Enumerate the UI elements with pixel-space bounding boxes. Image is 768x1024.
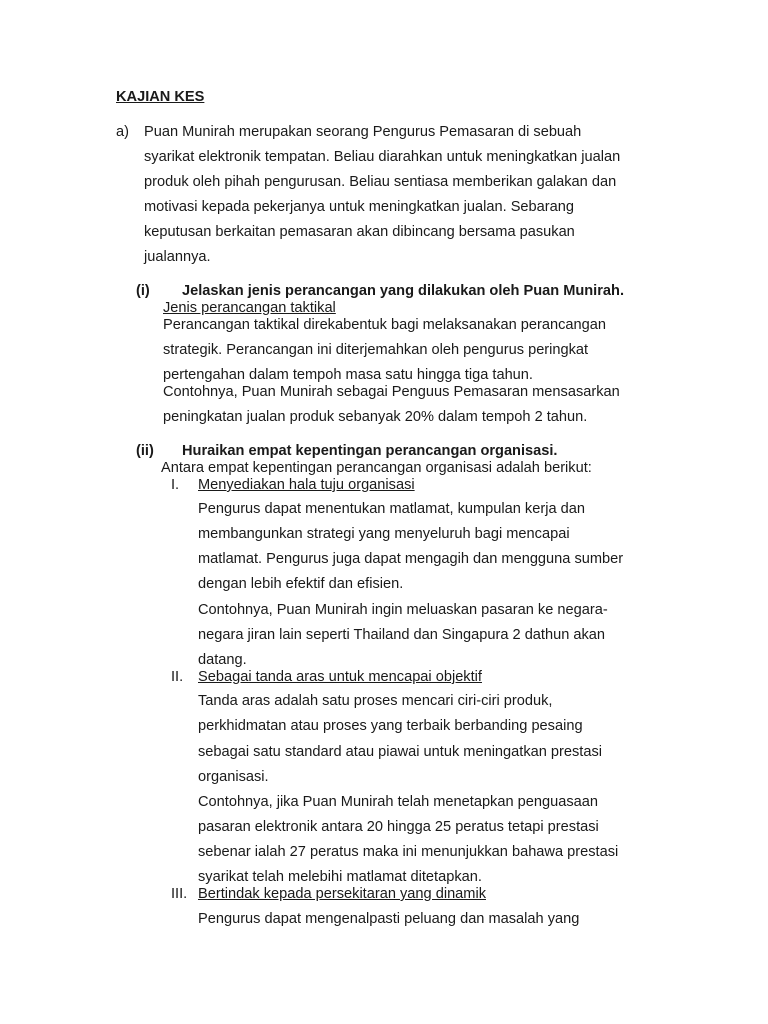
list-item-numeral: III. bbox=[171, 886, 188, 902]
answer-i-heading: Jenis perancangan taktikal bbox=[163, 300, 336, 316]
list-item-numeral: II. bbox=[171, 669, 184, 685]
list-item-heading: Sebagai tanda aras untuk mencapai objektif bbox=[198, 669, 482, 685]
list-item-line: organisasi. bbox=[198, 769, 269, 785]
list-item-line: matlamat. Pengurus juga dapat mengagih dan mengguna sumber bbox=[198, 551, 624, 567]
question-i-text: Jelaskan jenis perancangan yang dilakukan oleh Puan Munirah. bbox=[182, 283, 625, 299]
section-a-line: jualannya. bbox=[144, 249, 211, 265]
list-item-heading: Menyediakan hala tuju organisasi bbox=[198, 477, 415, 493]
list-item-line: membangunkan strategi yang menyeluruh bagi mencapai bbox=[198, 526, 570, 542]
section-a-marker: a) bbox=[116, 124, 129, 140]
list-item-line: Pengurus dapat menentukan matlamat, kumpulan kerja dan bbox=[198, 501, 585, 517]
answer-i-line: peningkatan jualan produk sebanyak 20% dalam tempoh 2 tahun. bbox=[163, 409, 588, 425]
list-item-line: syarikat telah melebihi matlamat ditetapkan. bbox=[198, 869, 482, 885]
list-item-line: Pengurus dapat mengenalpasti peluang dan masalah yang bbox=[198, 911, 580, 927]
answer-i-line: strategik. Perancangan ini diterjemahkan oleh pengurus peringkat bbox=[163, 342, 589, 358]
section-a-line: syarikat elektronik tempatan. Beliau diarahkan untuk meningkatkan jualan bbox=[144, 149, 621, 165]
list-item-line: dengan lebih efektif dan efisien. bbox=[198, 576, 404, 592]
section-a-line: motivasi kepada pekerjanya untuk meningkatkan jualan. Sebarang bbox=[144, 199, 574, 215]
list-item-line: datang. bbox=[198, 652, 247, 668]
question-ii-text: Huraikan empat kepentingan perancangan organisasi. bbox=[182, 443, 558, 459]
answer-i-line: pertengahan dalam tempoh masa satu hingga tiga tahun. bbox=[163, 367, 533, 383]
list-item-line: sebenar ialah 27 peratus maka ini menunjukkan bahawa prestasi bbox=[198, 844, 619, 860]
list-item-line: Contohnya, Puan Munirah ingin meluaskan pasaran ke negara- bbox=[198, 602, 608, 618]
list-item-line: sebagai satu standard atau piawai untuk meningatkan prestasi bbox=[198, 744, 603, 760]
list-item-line: pasaran elektronik antara 20 hingga 25 peratus tetapi prestasi bbox=[198, 819, 599, 835]
section-a-line: Puan Munirah merupakan seorang Pengurus Pemasaran di sebuah bbox=[144, 124, 582, 140]
question-ii-marker: (ii) bbox=[136, 443, 154, 459]
list-item-line: Tanda aras adalah satu proses mencari ciri-ciri produk, bbox=[198, 693, 553, 709]
answer-ii-intro: Antara empat kepentingan perancangan organisasi adalah berikut: bbox=[161, 460, 592, 476]
question-i-marker: (i) bbox=[136, 283, 150, 299]
list-item-numeral: I. bbox=[171, 477, 180, 493]
section-a-line: keputusan berkaitan pemasaran akan dibincang bersama pasukan bbox=[144, 224, 575, 240]
answer-i-line: Contohnya, Puan Munirah sebagai Penguus Pemasaran mensasarkan bbox=[163, 384, 620, 400]
page-title: KAJIAN KES bbox=[116, 89, 205, 105]
list-item-line: perkhidmatan atau proses yang terbaik berbanding pesaing bbox=[198, 718, 583, 734]
list-item-line: Contohnya, jika Puan Munirah telah menetapkan penguasaan bbox=[198, 794, 598, 810]
answer-i-line: Perancangan taktikal direkabentuk bagi melaksanakan perancangan bbox=[163, 317, 606, 333]
list-item-line: negara jiran lain seperti Thailand dan Singapura 2 dathun akan bbox=[198, 627, 606, 643]
section-a-line: produk oleh pihah pengurusan. Beliau sentiasa memberikan galakan dan bbox=[144, 174, 617, 190]
list-item-heading: Bertindak kepada persekitaran yang dinamik bbox=[198, 886, 486, 902]
